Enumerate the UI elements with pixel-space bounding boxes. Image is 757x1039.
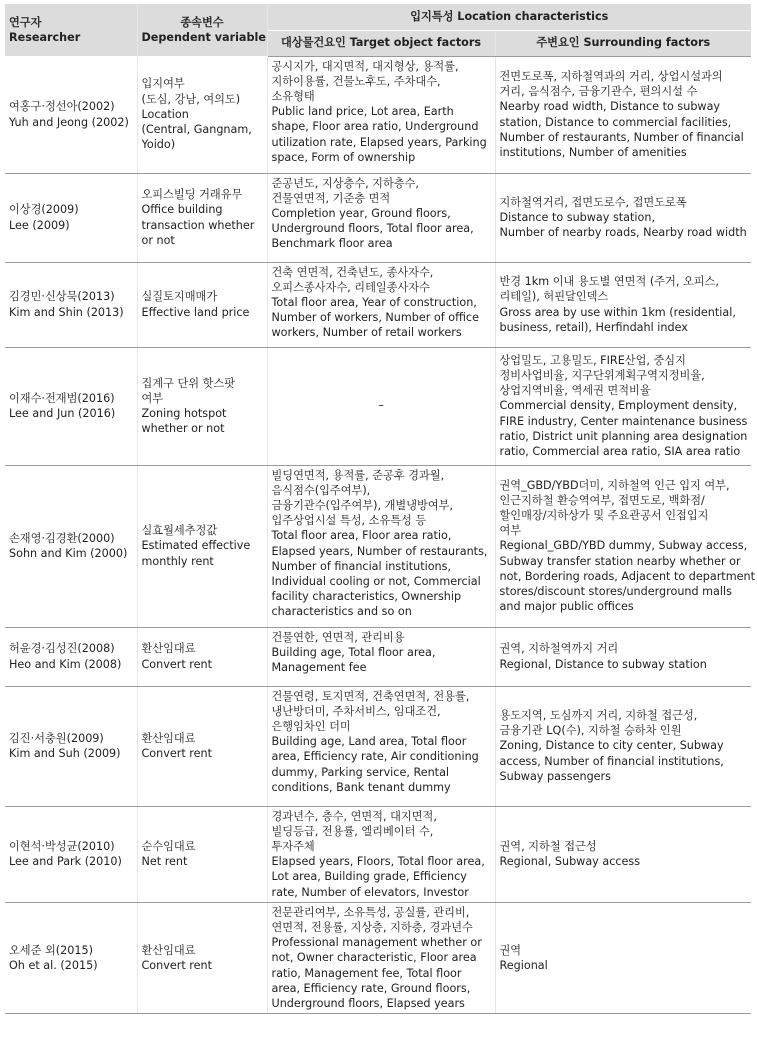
cell-line: 건물연한, 연면적, 관리비용 [271, 630, 405, 644]
cell-line: Individual cooling or not, Commercial [271, 574, 481, 588]
cell-line: 투자주체 [271, 839, 315, 853]
cell-line: whether or not [141, 422, 225, 436]
cell-line: Zoning hotspot [141, 407, 227, 420]
cell-line: 환산임대료 [141, 731, 196, 745]
cell-line: Public land price, Lot area, Earth [271, 105, 454, 119]
surrounding-factors-header: 주변요인 Surrounding factors [495, 30, 751, 56]
cell-line: stores/discount stores/underground malls [499, 585, 732, 598]
cell-line: area, Efficiency rate, Ground floors, [271, 981, 471, 995]
cell-line: (도심, 강남, 여의도) [141, 92, 241, 106]
table-row [5, 262, 751, 347]
cell-line: utilization rate, Elapsed years, Parking [271, 135, 487, 149]
cell-line: characteristics and so on [271, 605, 412, 619]
table-row [5, 56, 751, 173]
cell-line: Sohn and Kim (2000) [9, 547, 128, 560]
surrounding-factors-cell [495, 806, 751, 902]
researcher-header: 연구자 Researcher [5, 4, 137, 56]
cell-line: 공시지가, 대지면적, 대지형상, 용적률, [271, 59, 459, 73]
cell-line: 김경민·신상묵(2013) [9, 290, 115, 304]
researcher-cell [5, 627, 137, 686]
cell-line: 금융기관 LQ(수), 지하철 승하차 인원 [499, 724, 682, 738]
cell-line: 김진·서충원(2009) [9, 731, 104, 745]
cell-line: monthly rent [141, 554, 214, 568]
cell-line: ratio, District unit planning area designation [499, 429, 748, 443]
cell-line: or not [141, 233, 175, 247]
cell-line: Elapsed years, Number of restaurants, [271, 544, 488, 558]
target-factors-cell [267, 347, 495, 465]
cell-line: 권역_GBD/YBD더미, 지하철역 인근 입지 여부, [499, 478, 730, 492]
cell-line: FIRE industry, Center maintenance business [499, 414, 748, 428]
cell-line: dummy, Parking service, Rental [271, 765, 450, 779]
cell-line: Gross area by use within 1km (residential, [499, 305, 736, 319]
surrounding-factors-cell [495, 347, 751, 465]
cell-line: 권역, 지하철 접근성 [499, 839, 597, 853]
cell-line: 건물연령, 토지면적, 건축연면적, 전용률, [271, 689, 470, 703]
cell-line: Nearby road width, Distance to subway [499, 100, 721, 114]
cell-line: 전문관리여부, 소유특성, 공실률, 관리비, [271, 905, 470, 919]
cell-line: Building age, Total floor area, [271, 645, 436, 659]
table-row [5, 627, 751, 686]
cell-line: 손재영·김경환(2000) [9, 531, 115, 545]
cell-line: Heo and Kim (2008) [9, 657, 122, 671]
cell-line: Subway transfer station nearby whether or [499, 554, 741, 568]
cell-line: Kim and Suh (2009) [9, 747, 121, 760]
dependent-variable-cell [137, 686, 267, 806]
cell-line: Building age, Land area, Total floor [271, 735, 467, 749]
cell-line: and major public offices [499, 600, 634, 614]
cell-line: Regional_GBD/YBD dummy, Subway access, [499, 539, 748, 553]
dependent-variable-cell [137, 173, 267, 262]
cell-line: 상업지역비율, 역세권 면적비율 [499, 384, 651, 398]
table-row [5, 173, 751, 262]
cell-line: 실효월세추정값 [141, 524, 218, 538]
cell-line: Number of restaurants, Number of financial [499, 130, 744, 144]
cell-line: 환산임대료 [141, 943, 196, 957]
cell-line: Office building [141, 203, 223, 217]
cell-line: 경과년수, 층수, 연면적, 대지면적, [271, 809, 437, 823]
dependent-variable-cell [137, 347, 267, 465]
cell-line: Convert rent [141, 657, 213, 671]
table-row [5, 806, 751, 902]
cell-line: 허윤경·김성진(2008) [9, 642, 115, 656]
researcher-cell [5, 686, 137, 806]
cell-line: Total floor area, Year of construction, [271, 295, 477, 309]
surrounding-factors-cell [495, 173, 751, 262]
cell-line: ratio, Management fee, Total floor [271, 966, 462, 980]
surrounding-factors-cell [495, 627, 751, 686]
cell-line: Zoning, Distance to city center, Subway [499, 739, 724, 753]
cell-line: Effective land price [141, 305, 250, 319]
cell-line: Distance to subway station, [499, 210, 656, 224]
cell-line: 은행임차인 더미 [271, 719, 351, 733]
target-factors-cell [267, 902, 495, 1013]
researcher-cell [5, 347, 137, 465]
cell-line: 금융기관수(입주여부), 개별냉방여부, [271, 498, 454, 512]
cell-line: 여홍구·정선아(2002) [9, 100, 115, 114]
cell-line: Regional [499, 958, 548, 972]
dependent-variable-cell [137, 627, 267, 686]
target-factors-cell [267, 262, 495, 347]
cell-line: Oh et al. (2015) [9, 958, 98, 972]
cell-line: 오세준 외(2015) [9, 943, 93, 957]
target-factors-header: 대상물건요인 Target object factors [267, 30, 495, 56]
cell-line: Underground floors, Elapsed years [271, 996, 465, 1010]
target-factors-cell [267, 686, 495, 806]
cell-line: 오피스빌딩 거래유무 [141, 188, 243, 202]
cell-line: 권역 [499, 943, 522, 957]
cell-line: 리테일), 허핀달인덱스 [499, 290, 609, 304]
cell-line: Lee and Park (2010) [9, 855, 122, 869]
researcher-cell [5, 173, 137, 262]
cell-line: Management fee [271, 660, 367, 674]
cell-line: 이상경(2009) [9, 203, 79, 217]
table-row [5, 686, 751, 806]
cell-line: facility characteristics, Ownership [271, 590, 462, 604]
cell-line: not, Owner characteristic, Floor area [271, 951, 477, 965]
cell-line: Estimated effective [141, 539, 251, 553]
cell-line: (Central, Gangnam, [141, 123, 252, 137]
cell-line: 환산임대료 [141, 642, 196, 656]
cell-line: rate, Number of elevators, Investor [271, 885, 469, 899]
cell-line: Lee and Jun (2016) [9, 407, 116, 420]
table-row [5, 347, 751, 465]
cell-line: 연면적, 전용률, 지상층, 지하층, 경과년수 [271, 920, 473, 934]
cell-line: 건축 연면적, 건축년도, 종사자수, [271, 265, 434, 279]
cell-line: Lee (2009) [9, 218, 70, 232]
target-factors-cell [267, 56, 495, 173]
cell-line: 소유형태 [271, 89, 315, 103]
cell-line: 권역, 지하철역까지 거리 [499, 642, 619, 656]
cell-line: – [378, 399, 384, 413]
dependent-variable-cell [137, 56, 267, 173]
cell-line: access, Number of financial institutions, [499, 754, 724, 768]
cell-line: Yoido) [141, 138, 176, 152]
cell-line: Subway passengers [499, 769, 611, 783]
cell-line: Regional, Distance to subway station [499, 657, 707, 671]
cell-line: 지하철역거리, 접면도로수, 접면도로폭 [499, 195, 687, 209]
cell-line: 할인매장/지하상가 및 주요관공서 인접입지 [499, 508, 709, 522]
cell-line: 이재수·전재범(2016) [9, 391, 115, 405]
cell-line: 순수임대료 [141, 839, 196, 853]
dependent-variable-cell [137, 262, 267, 347]
cell-line: 준공년도, 지상층수, 지하층수, [271, 176, 419, 190]
cell-line: 빌딩연면적, 용적률, 준공후 경과월, [271, 468, 445, 482]
cell-line: Benchmark floor area [271, 237, 393, 251]
surrounding-factors-cell [495, 56, 751, 173]
cell-line: Location [141, 107, 189, 121]
target-factors-cell [267, 627, 495, 686]
cell-line: 입지여부 [141, 77, 185, 91]
cell-line: 이현석·박성균(2010) [9, 839, 115, 853]
cell-line: 거리, 음식점수, 금융기관수, 편의시설 수 [499, 85, 698, 99]
dependent-variable-cell [137, 806, 267, 902]
cell-line: 지하이용률, 건물노후도, 주차대수, [271, 74, 441, 88]
cell-line: Number of workers, Number of office [271, 311, 479, 325]
cell-line: space, Form of ownership [271, 150, 416, 164]
cell-line: 반경 1km 이내 용도별 연면적 (주거, 오피스, [499, 275, 719, 289]
cell-line: Convert rent [141, 958, 213, 972]
cell-line: conditions, Bank tenant dummy [271, 780, 451, 794]
researcher-cell [5, 56, 137, 173]
cell-line: institutions, Number of amenities [499, 145, 687, 159]
target-factors-cell [267, 173, 495, 262]
researcher-cell [5, 902, 137, 1013]
cell-line: 여부 [141, 391, 164, 405]
cell-line: Regional, Subway access [499, 855, 641, 869]
surrounding-factors-cell [495, 262, 751, 347]
cell-line: 용도지역, 도심까지 거리, 지하철 접근성, [499, 708, 698, 722]
cell-line: 전면도로폭, 지하철역과의 거리, 상업시설과의 [499, 69, 723, 83]
dependent-variable-header: 종속변수 Dependent variable [137, 4, 267, 56]
cell-line: business, retail), Herfindahl index [499, 320, 688, 334]
cell-line: Underground floors, Total floor area, [271, 222, 474, 236]
cell-line: 음식점수(입주여부), [271, 483, 371, 497]
cell-line: not, Bordering roads, Adjacent to department [499, 569, 755, 583]
cell-line: 집계구 단위 핫스팟 [141, 376, 236, 390]
researcher-cell [5, 806, 137, 902]
dependent-variable-cell [137, 465, 267, 627]
cell-line: station, Distance to commercial facilities, [499, 115, 732, 129]
target-factors-cell [267, 465, 495, 627]
cell-line: Number of financial institutions, [271, 559, 452, 573]
location-characteristics-header: 입지특성 Location characteristics [267, 4, 751, 30]
table-row [5, 465, 751, 627]
surrounding-factors-cell [495, 902, 751, 1013]
cell-line: Number of nearby roads, Nearby road width [499, 226, 747, 240]
cell-line: 여부 [499, 524, 522, 538]
cell-line: 오피스종사자수, 리테일종사자수 [271, 280, 430, 294]
cell-line: Net rent [141, 855, 188, 869]
header-row-top [5, 4, 751, 30]
literature-review-table [5, 4, 755, 1014]
cell-line: workers, Number of retail workers [271, 326, 462, 340]
cell-line: 인근지하철 환승역여부, 접면도로, 백화점/ [499, 493, 705, 507]
cell-line: Commercial density, Employment density, [499, 399, 738, 413]
cell-line: 상업밀도, 고용밀도, FIRE산업, 중심지 [499, 353, 686, 367]
cell-line: Yuh and Jeong (2002) [9, 115, 129, 129]
cell-line: Elapsed years, Floors, Total floor area, [271, 855, 485, 869]
cell-line: Total floor area, Floor area ratio, [271, 529, 452, 543]
table-row [5, 902, 751, 1013]
surrounding-factors-cell [495, 686, 751, 806]
cell-line: 실질토지매매가 [141, 290, 218, 304]
dependent-variable-cell [137, 902, 267, 1013]
cell-line: ratio, Commercial area ratio, SIA area ratio [499, 445, 741, 458]
cell-line: Professional management whether or [271, 936, 482, 950]
cell-line: transaction whether [141, 218, 255, 232]
cell-line: 빌딩등급, 전용률, 엘리베이터 수, [271, 824, 434, 838]
target-factors-cell [267, 806, 495, 902]
researcher-cell [5, 262, 137, 347]
cell-line: Kim and Shin (2013) [9, 305, 124, 319]
cell-line: 건물연면적, 기준층 면적 [271, 191, 391, 205]
cell-line: area, Efficiency rate, Air conditioning [271, 750, 479, 764]
cell-line: 정비사업비율, 지구단위계획구역지정비율, [499, 368, 705, 382]
table-body [5, 56, 755, 1014]
cell-line: 입주상업시설 특성, 소유특성 등 [271, 514, 427, 528]
cell-line: Convert rent [141, 747, 213, 760]
cell-line: 냉난방더미, 주차서비스, 임대조건, [271, 704, 441, 718]
cell-line: Lot area, Building grade, Efficiency [271, 870, 467, 884]
cell-line: shape, Floor area ratio, Underground [271, 120, 479, 134]
researcher-cell [5, 465, 137, 627]
surrounding-factors-cell [495, 465, 755, 627]
cell-line: Completion year, Ground floors, [271, 206, 451, 220]
